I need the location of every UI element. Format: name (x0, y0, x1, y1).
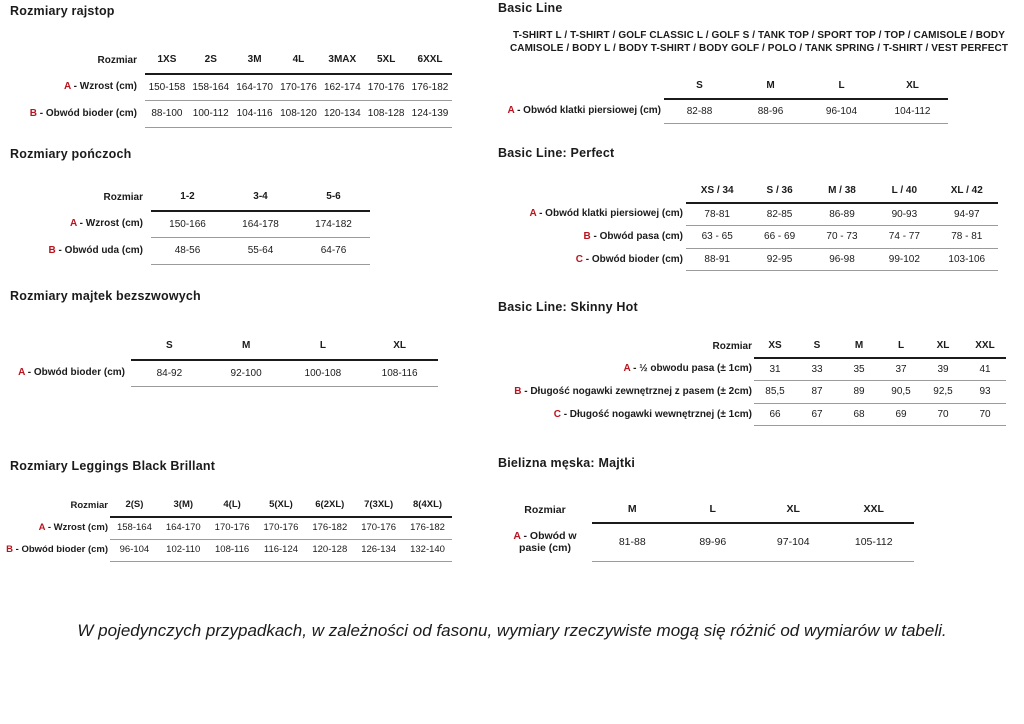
header-row (2, 333, 438, 360)
measurement-row (498, 203, 998, 226)
size-value: 64-76 (297, 238, 370, 265)
measure-letter: B (514, 386, 522, 397)
size-table-head (498, 496, 914, 523)
column-header: L (880, 335, 922, 358)
row-label: B - Obwód uda (cm) (48, 245, 143, 256)
size-value: 96-104 (110, 539, 159, 561)
column-header: S / 36 (748, 180, 810, 203)
size-value: 96-104 (806, 99, 877, 124)
majtek-bezszwowe-size-table (2, 333, 438, 387)
size-value: 116-124 (257, 539, 306, 561)
size-value: 108-120 (277, 101, 321, 128)
size-value: 78-81 (686, 203, 748, 226)
size-table-body (498, 99, 948, 124)
column-header: 6XXL (408, 47, 452, 74)
measure-letter: A (623, 363, 631, 375)
size-label-header: Rozmiar (712, 340, 752, 352)
section-title-majtek-bezszwowe: Rozmiary majtek bezszwowych (10, 289, 201, 303)
section-title-basic-line-perfect: Basic Line: Perfect (498, 146, 615, 160)
measurement-row (26, 211, 370, 238)
size-value: 90-93 (873, 203, 935, 226)
size-value: 105-112 (834, 523, 915, 561)
size-table (6, 47, 452, 128)
row-label: B - Obwód bioder (cm) (6, 543, 108, 555)
column-header: XS / 34 (686, 180, 748, 203)
size-table-body (2, 360, 438, 387)
size-value: 87 (796, 381, 838, 404)
size-value: 176-182 (408, 74, 452, 101)
size-value: 103-106 (936, 248, 998, 271)
column-header: M (592, 496, 673, 523)
size-table-body (0, 517, 452, 561)
size-value: 67 (796, 403, 838, 426)
section-title-leggings: Rozmiary Leggings Black Brillant (10, 459, 216, 473)
size-value: 104-116 (233, 101, 277, 128)
column-header: 1XS (145, 47, 189, 74)
column-header: 5XL (364, 47, 408, 74)
size-table-head (0, 495, 452, 517)
section-title-basic-line-skinny-hot: Basic Line: Skinny Hot (498, 300, 638, 314)
measurement-row (0, 539, 452, 561)
size-value: 120-134 (320, 101, 364, 128)
size-value: 170-176 (257, 517, 306, 539)
size-value: 158-164 (189, 74, 233, 101)
size-value: 150-158 (145, 74, 189, 101)
size-table-body (498, 523, 914, 561)
column-header: XL / 42 (936, 180, 998, 203)
row-label: A - Obwód bioder (cm) (18, 367, 125, 379)
size-value: 92-100 (208, 360, 285, 387)
size-value: 84-92 (131, 360, 208, 387)
size-value: 104-112 (877, 99, 948, 124)
header-row (498, 335, 1006, 358)
size-value: 164-178 (224, 211, 297, 238)
size-table (26, 184, 370, 265)
size-label-header: Rozmiar (103, 191, 143, 203)
size-value: 94-97 (936, 203, 998, 226)
size-value: 66 - 69 (748, 226, 810, 249)
column-header: L / 40 (873, 180, 935, 203)
basic-line-size-table (498, 74, 948, 124)
measurement-row (498, 99, 948, 124)
size-table (498, 335, 1006, 426)
size-label-header: Rozmiar (97, 54, 137, 66)
column-header: 4L (277, 47, 321, 74)
measurement-row (6, 74, 452, 101)
measurement-row (498, 226, 998, 249)
size-value: 170-176 (354, 517, 403, 539)
measurement-row (498, 248, 998, 271)
size-table-head (498, 180, 998, 203)
size-label-header (498, 74, 664, 99)
header-row (498, 74, 948, 99)
size-table (498, 74, 948, 124)
size-value: 96-98 (811, 248, 873, 271)
basic-line-skinny-hot-size-table (498, 335, 1006, 426)
size-value: 92-95 (748, 248, 810, 271)
row-label: B - Obwód bioder (cm) (29, 108, 137, 119)
measure-letter: A (529, 208, 537, 220)
column-header: 2(S) (110, 495, 159, 517)
column-header: 8(4XL) (403, 495, 452, 517)
section-title-basic-line: Basic Line (498, 1, 563, 15)
size-label-header: Rozmiar (524, 503, 566, 516)
size-value: 90,5 (880, 381, 922, 404)
leggings-size-table (0, 495, 452, 562)
column-header: M (735, 74, 806, 99)
size-label-header (498, 180, 686, 203)
size-value: 92,5 (922, 381, 964, 404)
size-value: 39 (922, 358, 964, 381)
measurement-row (498, 358, 1006, 381)
size-table (498, 496, 914, 562)
size-value: 170-176 (364, 74, 408, 101)
row-label: A - Wzrost (cm) (70, 218, 143, 230)
size-value: 70 (964, 403, 1006, 426)
size-value: 78 - 81 (936, 226, 998, 249)
size-value: 132-140 (403, 539, 452, 561)
row-label: A - ½ obwodu pasa (± 1cm) (623, 363, 752, 375)
bielizna-meska-size-table (498, 496, 914, 562)
size-value: 124-139 (408, 101, 452, 128)
measure-letter: A (70, 218, 77, 230)
size-table-head (2, 333, 438, 360)
size-value: 88-91 (686, 248, 748, 271)
size-value: 102-110 (159, 539, 208, 561)
row-label: B - Obwód pasa (cm) (583, 231, 683, 242)
size-value: 93 (964, 381, 1006, 404)
row-label: B - Długość nogawki zewnętrznej z pasem (± 2cm) (514, 386, 752, 397)
column-header: M / 38 (811, 180, 873, 203)
size-label-header: Rozmiar (70, 499, 108, 511)
header-row (26, 184, 370, 211)
row-label: A - Obwód klatki piersiowej (cm) (507, 105, 661, 117)
size-value: 158-164 (110, 517, 159, 539)
measurement-row (498, 523, 914, 561)
size-table-body (26, 211, 370, 265)
header-row (6, 47, 452, 74)
column-header: XL (877, 74, 948, 99)
size-value: 100-112 (189, 101, 233, 128)
size-value: 164-170 (159, 517, 208, 539)
column-header: 3(M) (159, 495, 208, 517)
size-value: 37 (880, 358, 922, 381)
header-row (498, 180, 998, 203)
column-header: S (796, 335, 838, 358)
size-table-body (498, 358, 1006, 426)
measure-letter: A (18, 367, 25, 379)
rajstop-size-table (6, 47, 452, 128)
size-table (2, 333, 438, 387)
measurement-row (2, 360, 438, 387)
ponczoch-size-table (26, 184, 370, 265)
size-value: 66 (754, 403, 796, 426)
size-value: 55-64 (224, 238, 297, 265)
column-header: 3MAX (320, 47, 364, 74)
column-header: 1-2 (151, 184, 224, 211)
size-value: 176-182 (305, 517, 354, 539)
column-header: S (131, 333, 208, 360)
size-value: 126-134 (354, 539, 403, 561)
size-label-header (2, 333, 131, 360)
size-value: 150-166 (151, 211, 224, 238)
column-header: XL (922, 335, 964, 358)
column-header: 2S (189, 47, 233, 74)
measure-letter: A (64, 81, 71, 93)
size-value: 88-100 (145, 101, 189, 128)
size-value: 108-116 (208, 539, 257, 561)
column-header: 3M (233, 47, 277, 74)
measure-letter: A (513, 530, 521, 543)
size-value: 41 (964, 358, 1006, 381)
measure-letter: C (575, 253, 583, 265)
column-header: XS (754, 335, 796, 358)
size-value: 170-176 (208, 517, 257, 539)
size-table (498, 180, 998, 271)
row-label: A - Obwód klatki piersiowej (cm) (529, 208, 683, 220)
size-table-body (6, 74, 452, 128)
size-value: 108-128 (364, 101, 408, 128)
size-value: 63 - 65 (686, 226, 748, 249)
row-label: C - Długość nogawki wewnętrznej (± 1cm) (553, 408, 752, 420)
size-table-head (498, 335, 1006, 358)
basic-line-product-list: T-SHIRT L / T-SHIRT / GOLF CLASSIC L / GOLF S / TANK TOP / SPORT TOP / TOP / CAMISOLE / BODY CAMISOLE / BODY L / BODY T-SHIRT / BODY GOLF / POLO / TANK SPRING / T-SHIRT / VEST PERFECT (509, 30, 1009, 54)
size-value: 99-102 (873, 248, 935, 271)
size-value: 89 (838, 381, 880, 404)
size-value: 31 (754, 358, 796, 381)
size-value: 70 - 73 (811, 226, 873, 249)
header-row (0, 495, 452, 517)
column-header: 6(2XL) (305, 495, 354, 517)
size-table-body (498, 203, 998, 271)
measurement-row (0, 517, 452, 539)
section-title-ponczoch: Rozmiary pończoch (10, 147, 132, 161)
size-value: 164-170 (233, 74, 277, 101)
column-header: XL (753, 496, 834, 523)
size-value: 97-104 (753, 523, 834, 561)
measure-letter: B (583, 231, 591, 242)
column-header: M (838, 335, 880, 358)
size-value: 35 (838, 358, 880, 381)
column-header: L (673, 496, 754, 523)
size-table-head (26, 184, 370, 211)
size-value: 89-96 (673, 523, 754, 561)
column-header: 3-4 (224, 184, 297, 211)
disclaimer-footnote: W pojedynczych przypadkach, w zależności od fasonu, wymiary rzeczywiste mogą się różnić od wymiarów w tabeli. (77, 621, 947, 640)
size-value: 70 (922, 403, 964, 426)
size-value: 85,5 (754, 381, 796, 404)
column-header: XL (361, 333, 438, 360)
column-header: XXL (834, 496, 915, 523)
size-value: 170-176 (277, 74, 321, 101)
header-row (498, 496, 914, 523)
size-value: 88-96 (735, 99, 806, 124)
measure-letter: B (48, 245, 56, 256)
size-value: 68 (838, 403, 880, 426)
size-value: 69 (880, 403, 922, 426)
column-header: 5-6 (297, 184, 370, 211)
measure-letter: A (507, 105, 515, 117)
row-label: A - Wzrost (cm) (64, 81, 137, 93)
size-value: 48-56 (151, 238, 224, 265)
row-label: C - Obwód bioder (cm) (575, 253, 683, 265)
size-value: 81-88 (592, 523, 673, 561)
size-value: 176-182 (403, 517, 452, 539)
column-header: 4(L) (208, 495, 257, 517)
measurement-row (6, 101, 452, 128)
column-header: M (208, 333, 285, 360)
measure-letter: B (6, 543, 13, 555)
size-value: 33 (796, 358, 838, 381)
size-value: 74 - 77 (873, 226, 935, 249)
size-value: 120-128 (305, 539, 354, 561)
size-value: 174-182 (297, 211, 370, 238)
measure-letter: B (29, 108, 37, 119)
size-table (0, 495, 452, 562)
size-table-head (6, 47, 452, 74)
measurement-row (498, 403, 1006, 426)
row-label: A - Obwód w pasie (cm) (513, 530, 577, 555)
measure-letter: C (553, 408, 561, 420)
section-title-rajstop: Rozmiary rajstop (10, 4, 115, 18)
basic-line-perfect-size-table (498, 180, 998, 271)
measure-letter: A (38, 521, 46, 533)
column-header: L (806, 74, 877, 99)
size-value: 86-89 (811, 203, 873, 226)
measurement-row (498, 381, 1006, 404)
row-label: A - Wzrost (cm) (38, 521, 108, 533)
column-header: 7(3XL) (354, 495, 403, 517)
size-table-head (498, 74, 948, 99)
size-value: 162-174 (320, 74, 364, 101)
column-header: 5(XL) (257, 495, 306, 517)
size-value: 100-108 (285, 360, 362, 387)
size-value: 108-116 (361, 360, 438, 387)
measurement-row (26, 238, 370, 265)
column-header: L (285, 333, 362, 360)
section-title-bielizna-meska: Bielizna męska: Majtki (498, 456, 636, 470)
column-header: XXL (964, 335, 1006, 358)
size-value: 82-88 (664, 99, 735, 124)
size-value: 82-85 (748, 203, 810, 226)
column-header: S (664, 74, 735, 99)
